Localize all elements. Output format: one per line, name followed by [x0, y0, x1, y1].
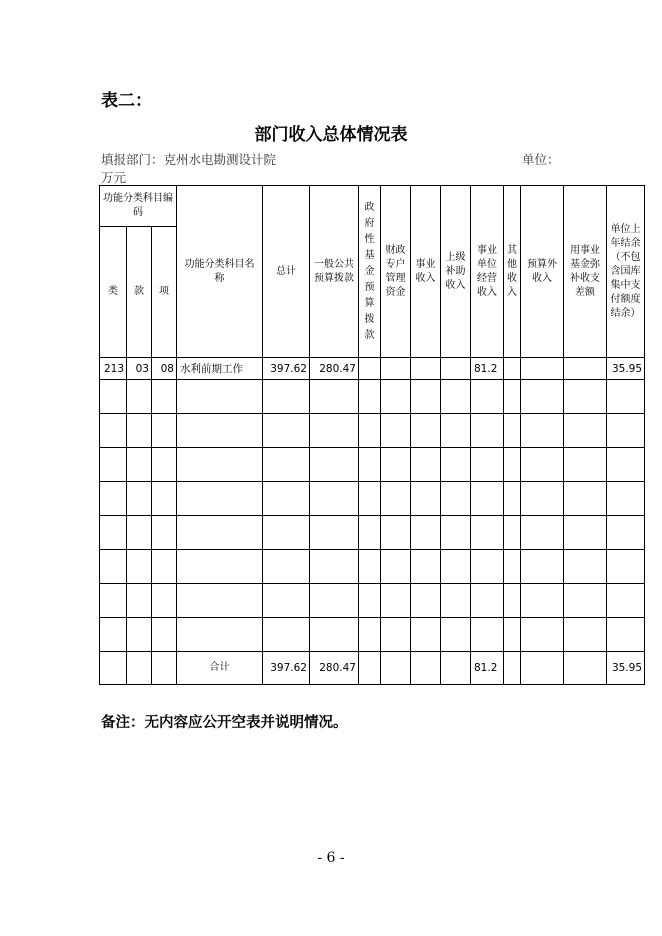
table-row: [100, 380, 645, 414]
cell-lei: 213: [100, 358, 127, 380]
total-row: [100, 652, 645, 685]
table-label: 表二：: [101, 91, 152, 111]
cell-business-operation: 81.2: [471, 358, 504, 380]
header-row-1: [100, 186, 645, 227]
gov-fund-header: 政府性基金预算拨款: [359, 186, 381, 358]
footnote: 备注：无内容应公开空表并说明情况。: [101, 714, 348, 731]
cell-general-budget: 280.47: [310, 358, 359, 380]
total-header: 总计: [263, 186, 310, 358]
total-total: 397.62: [263, 652, 310, 685]
cell-fund-offset: [564, 358, 607, 380]
cell-name: 水利前期工作: [177, 358, 263, 380]
unit-value: 万元: [101, 170, 127, 185]
other-income-header: 其他收入: [504, 186, 521, 358]
total-last-year-balance: 35.95: [607, 652, 645, 685]
total-business-operation: 81.2: [471, 652, 504, 685]
superior-subsidy-header: 上级补助收入: [441, 186, 471, 358]
kuan-header: 款: [127, 227, 152, 358]
cell-business-income: [411, 358, 441, 380]
table-row: [100, 550, 645, 584]
extra-budget-header: 预算外收入: [521, 186, 564, 358]
table-row: [100, 414, 645, 448]
table-row: [100, 482, 645, 516]
cell-extra-budget: [521, 358, 564, 380]
business-operation-header: 事业单位经营收入: [471, 186, 504, 358]
table-row: [100, 358, 645, 380]
page-title: 部门收入总体情况表: [254, 125, 408, 145]
cell-gov-fund: [359, 358, 381, 380]
table-row: [100, 618, 645, 652]
cell-xiang: 08: [152, 358, 177, 380]
cell-total: 397.62: [263, 358, 310, 380]
income-table: [99, 185, 645, 685]
total-label: 合计: [177, 652, 263, 685]
business-income-header: 事业收入: [411, 186, 441, 358]
cell-kuan: 03: [127, 358, 152, 380]
cell-superior-subsidy: [441, 358, 471, 380]
table-row: [100, 516, 645, 550]
cell-last-year-balance: 35.95: [607, 358, 645, 380]
total-general-budget: 280.47: [310, 652, 359, 685]
page-number: - 6 -: [317, 850, 345, 866]
cell-fiscal-special: [381, 358, 411, 380]
table-row: [100, 448, 645, 482]
fill-dept: 填报部门：克州水电勘测设计院: [101, 152, 277, 167]
cell-other-income: [504, 358, 521, 380]
xiang-header: 项: [152, 227, 177, 358]
fiscal-special-header: 财政专户管理资金: [381, 186, 411, 358]
lei-header: 类: [100, 227, 127, 358]
unit-label: 单位：: [522, 152, 560, 167]
fund-offset-header: 用事业基金弥补收支差额: [564, 186, 607, 358]
table-row: [100, 584, 645, 618]
general-budget-header: 一般公共预算拨款: [310, 186, 359, 358]
last-year-balance-header: 单位上年结余（不包含国库集中支付额度结余）: [607, 186, 645, 358]
name-header: 功能分类科目名称: [177, 186, 263, 358]
code-group-header: 功能分类科目编码: [100, 186, 177, 227]
